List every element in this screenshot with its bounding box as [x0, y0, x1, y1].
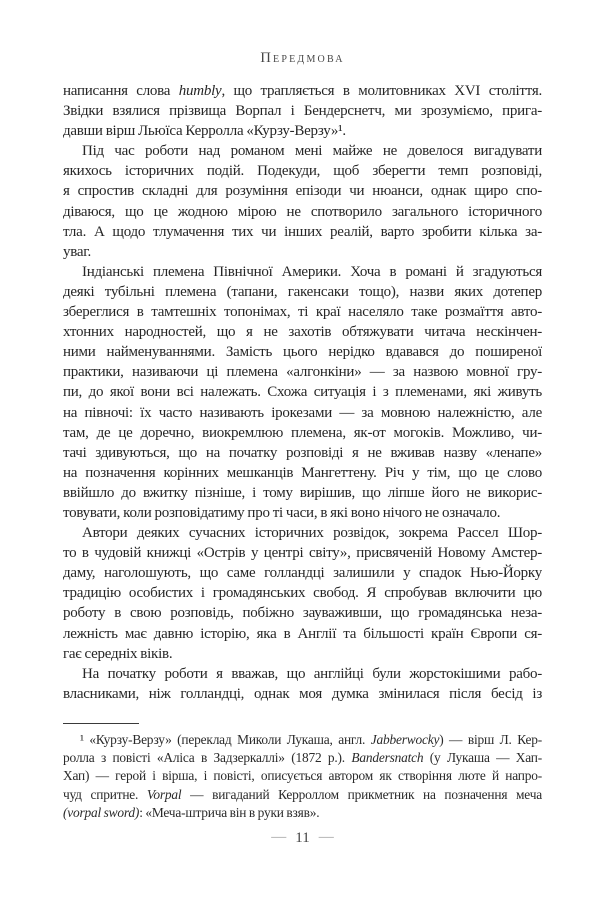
text-line: ролла з повісті «Аліса в Задзеркаллі» (1872 р.). Bandersnatch (у Лукаша — Хап- — [63, 750, 542, 766]
text-line: давши вірш Льюїса Керролла «Курзу-Верзу»¹. — [63, 123, 346, 140]
text-line: там, де це доречно, виокремлюю племена, як-от могоків. Можливо, чи- — [63, 424, 542, 441]
page-number-value: 11 — [295, 830, 310, 846]
text-line: власниками, ніж голландці, однак моя думка змінилася після бесід із — [63, 685, 542, 702]
page-number-dash-right: — — [318, 829, 334, 845]
text-line: діваюся, що це жодною мірою не спотворило загального історичного — [63, 203, 542, 220]
text-line: ¹ «Курзу-Верзу» (переклад Миколи Лукаша, англ. Jabberwocky) — вірш Л. Кер- — [80, 732, 542, 747]
text-line: На початку роботи я вважав, що англійці були жорстокішими рабо- — [82, 665, 542, 682]
text-line: традицію особистих і громадянських свобод. Я спробував включити цю — [63, 585, 542, 602]
text-line: гає середніх віків. — [63, 645, 173, 662]
text-line: Під час роботи над романом мені майже не довелося вигадувати — [82, 143, 542, 160]
text-line: практики, називаючи ці племена «алгонкіни» — за назвою мовної гру- — [63, 364, 542, 381]
text-line: Індіанські племена Північної Америки. Хоча в романі й згадуються — [82, 263, 542, 280]
text-line: то в чудовій книжці «Острів у центрі світу», присвяченій Новому Амстер- — [63, 545, 542, 562]
text-line: товувати, коли розповідатиму про ті часи, в які воно нічого не означало. — [63, 504, 501, 521]
text-line: уваг. — [63, 243, 92, 260]
text-line: на позначення корінних мешканців Мангеттену. Річ у тім, що це слово — [63, 464, 542, 481]
text-line: хтонних народностей, що я не захотів обтяжувати читача нескінчен- — [63, 324, 542, 341]
text-line: роботу в свою розповідь, побіжно зауваживши, що громадянська неза- — [63, 605, 542, 622]
text-line: лежність має давню історію, яка в Англії та більшості країн Європи ся- — [63, 625, 542, 642]
text-line: чуд спритне. Vorpal — вигаданий Керроллом прикметник на позначення меча — [63, 786, 542, 802]
footnote-text — [63, 731, 542, 822]
text-line: даму, наголошують, що саме голландці залишили у спадок Нью-Йорку — [63, 565, 542, 582]
body-text — [63, 81, 542, 704]
text-line: я спростив складні для розуміння епізоди чи нюанси, однак щиро спо- — [63, 183, 542, 200]
text-line: (vorpal sword): «Меча-штрича він в руки взяв». — [63, 804, 320, 820]
text-line: ввійшло до вжитку пізніше, і тому вирішив, що ліпше його не викорис- — [63, 484, 542, 501]
text-line: Автори деяких сучасних історичних розвідок, зокрема Рассел Шор- — [82, 525, 542, 542]
text-line: ними найменуваннями. Замість цього нерідко вдавався до поширеної — [63, 344, 542, 361]
page-number — [0, 830, 605, 847]
text-line: пи, до якої вони всі належать. Схожа ситуація і з племенами, які живуть — [63, 384, 542, 401]
text-line: тачі здивуються, що на початку розповіді я не вживав назву «ленапе» — [63, 444, 542, 461]
text-line: збереглися в тамтешніх топонімах, ті краї населяло таке розмаїття авто- — [63, 304, 542, 321]
text-line: деякі тубільні племена (тапани, гакенсаки тощо), назви яких дотепер — [63, 283, 542, 300]
text-line: на півночі: їх часто називають ірокезами — за мовною належністю, але — [63, 404, 542, 421]
chapter-heading: Передмова — [260, 50, 345, 66]
page-number-dash-left: — — [271, 829, 287, 845]
footnote-rule — [63, 723, 139, 724]
text-line: Хап) — герой і вірша, і повісті, описується автором як створіння люте й напро- — [63, 768, 542, 784]
text-line: якихось історичних подій. Подекуди, щоб зберегти темп розповіді, — [63, 163, 542, 180]
text-line: Звідки взялися прізвища Ворпал і Бендерснетч, ми зрозуміємо, прига- — [63, 103, 542, 120]
text-line: написання слова humbly, що трапляється в молитовниках XVI століття. — [63, 83, 542, 99]
text-line: тла. А щодо тлумачення тих чи інших реалій, варто зробити кілька за- — [63, 223, 542, 240]
